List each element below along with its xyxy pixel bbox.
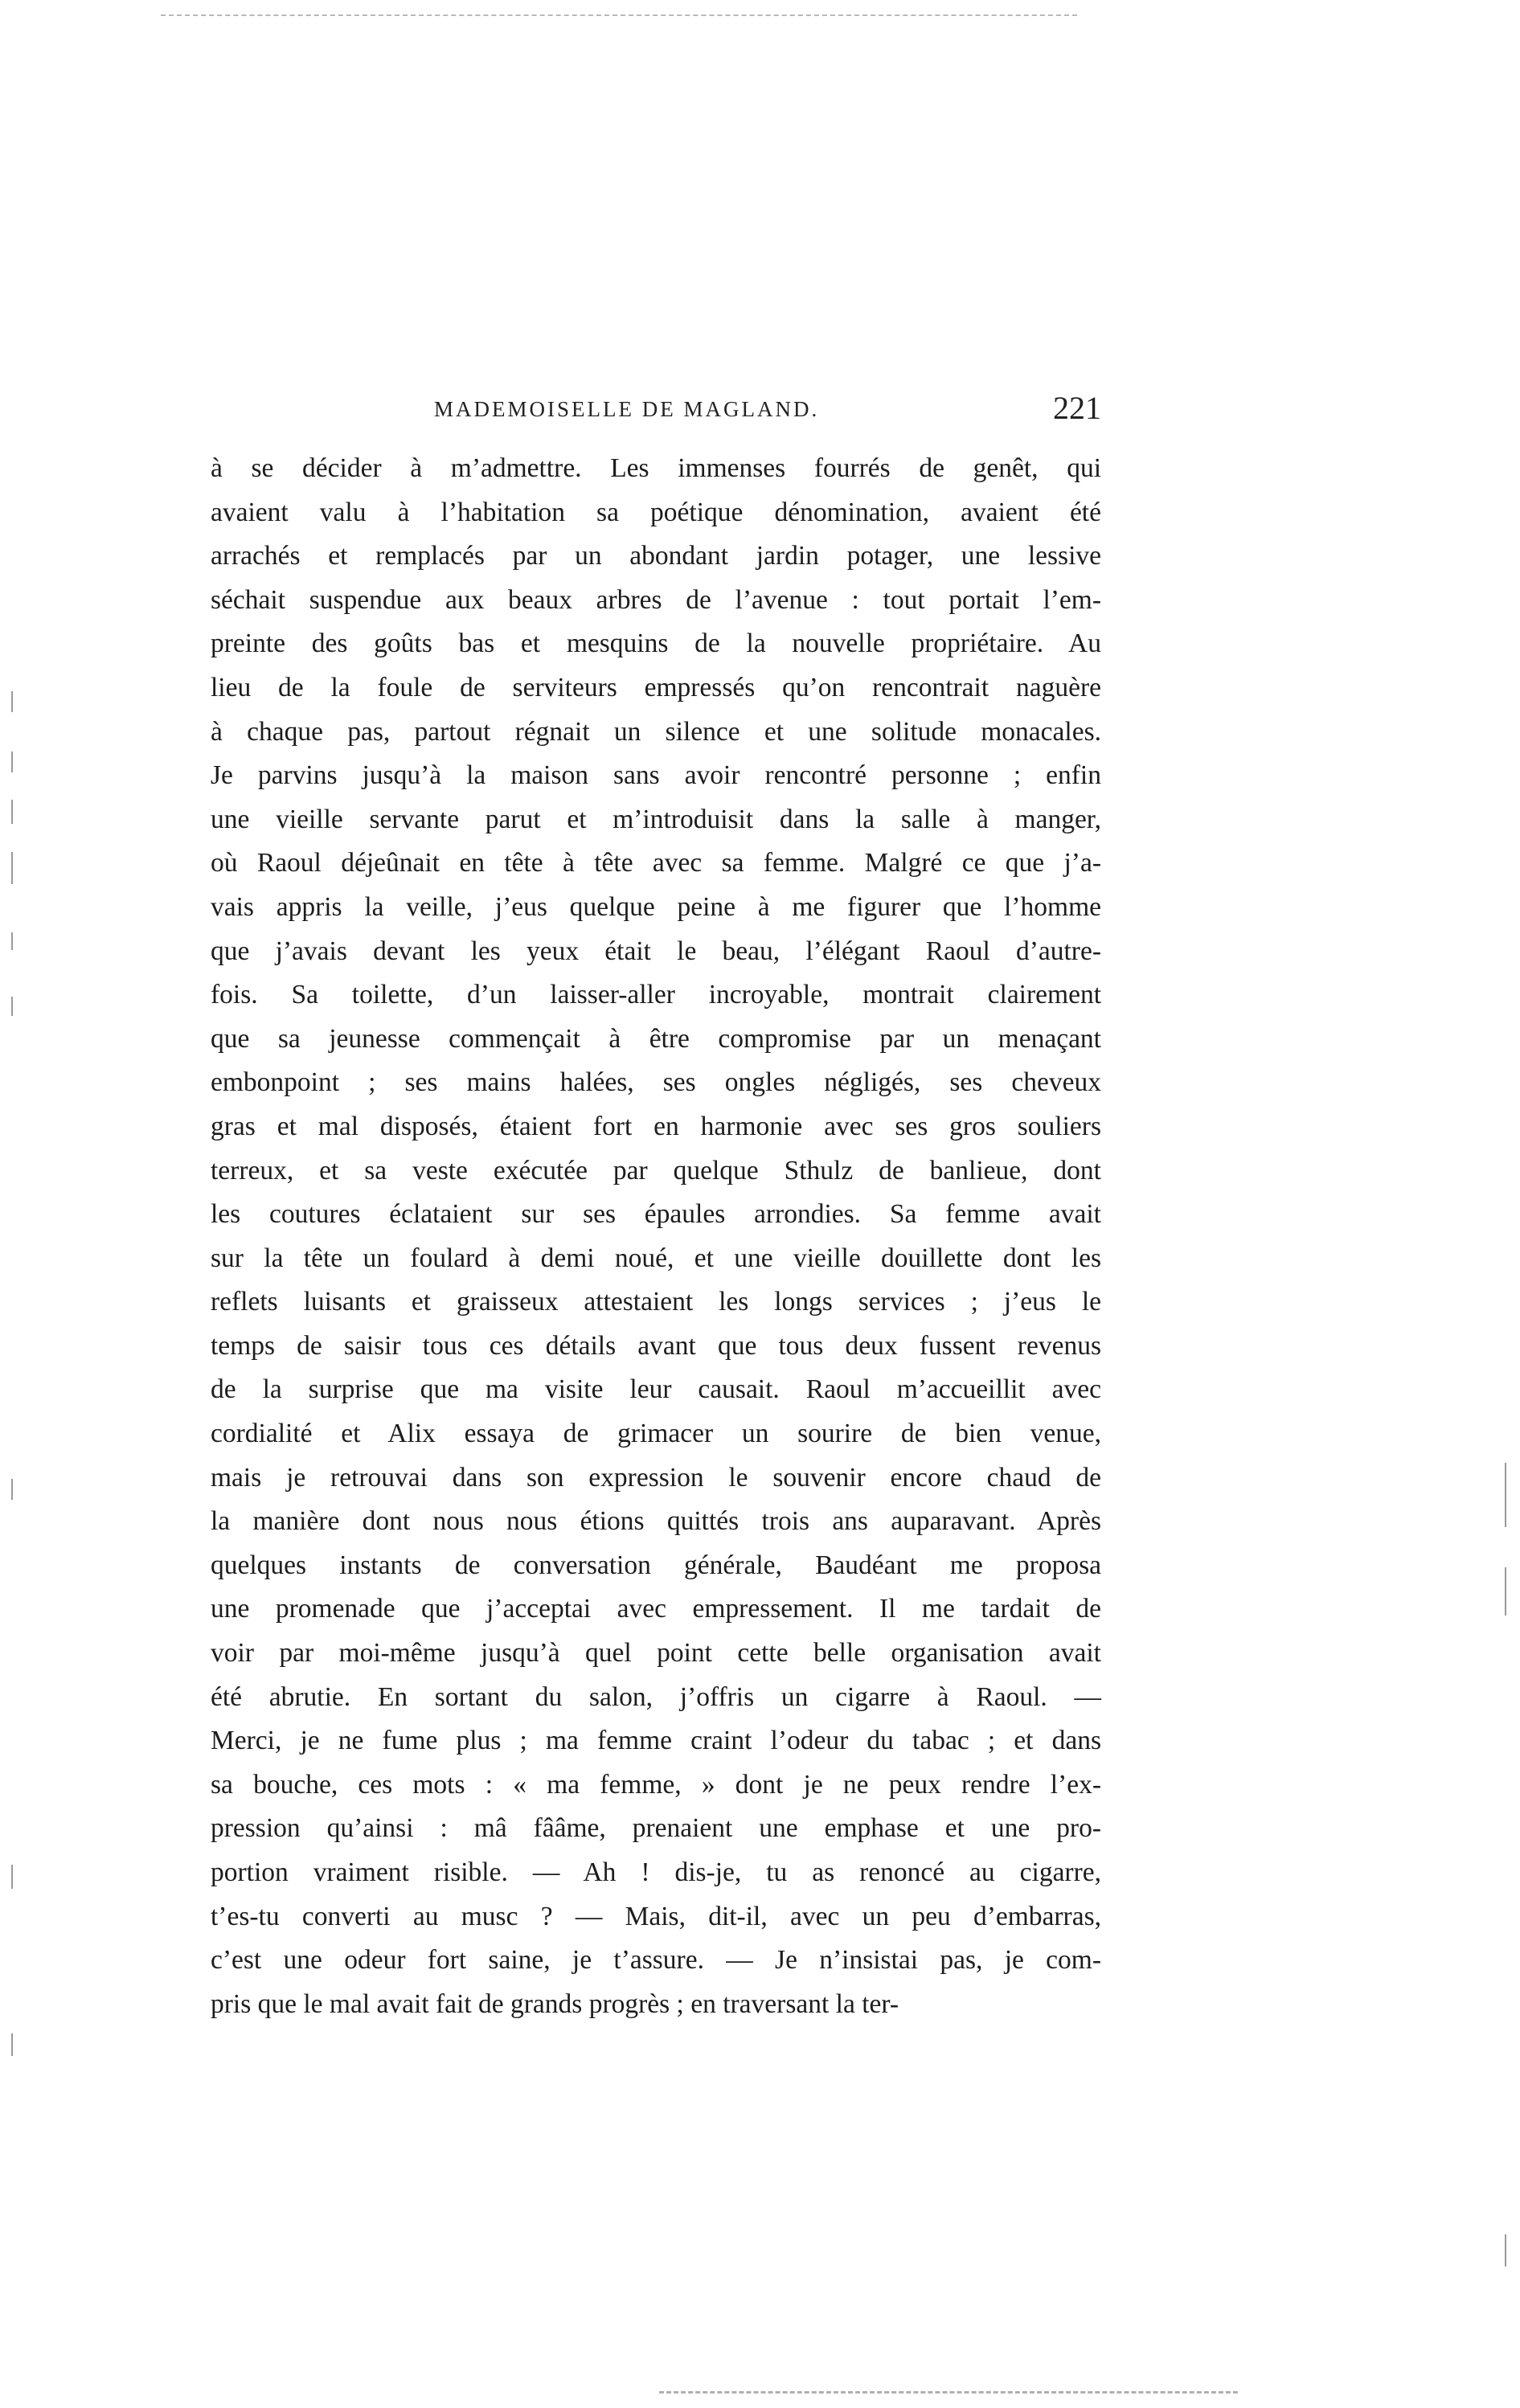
text-line: quelques instants de conversation générale, Baudéant me proposa bbox=[211, 1550, 1101, 1580]
scan-edge-mark bbox=[1505, 1567, 1506, 1616]
scan-edge-top bbox=[161, 14, 1077, 16]
text-line: que j’avais devant les yeux était le beau, l’élégant Raoul d’autre- bbox=[211, 936, 1101, 966]
body-text bbox=[211, 447, 1101, 2026]
text-line: que sa jeunesse commençait à être compromise par un menaçant bbox=[211, 1023, 1101, 1054]
scan-edge-mark bbox=[11, 800, 13, 824]
scan-edge-mark bbox=[11, 751, 13, 772]
scan-edge-mark bbox=[11, 1479, 13, 1500]
scan-edge-mark bbox=[11, 691, 13, 712]
text-line: Merci, je ne fume plus ; ma femme craint l’odeur du tabac ; et dans bbox=[211, 1726, 1101, 1756]
text-line: où Raoul déjeûnait en tête à tête avec sa femme. Malgré ce que j’a- bbox=[211, 848, 1101, 878]
text-line: de la surprise que ma visite leur causait. Raoul m’accueillit avec bbox=[211, 1374, 1101, 1405]
scan-edge-mark bbox=[11, 852, 13, 884]
text-line: une promenade que j’acceptai avec empressement. Il me tardait de bbox=[211, 1594, 1101, 1624]
scan-edge-mark bbox=[1505, 1463, 1506, 1527]
text-line: à chaque pas, partout régnait un silence et une solitude monacales. bbox=[211, 716, 1101, 747]
text-line: lieu de la foule de serviteurs empressés qu’on rencontrait naguère bbox=[211, 672, 1101, 702]
text-line: avaient valu à l’habitation sa poétique dénomination, avaient été bbox=[211, 497, 1101, 527]
text-line: séchait suspendue aux beaux arbres de l’avenue : tout portait l’em- bbox=[211, 584, 1101, 615]
text-line: fois. Sa toilette, d’un laisser-aller incroyable, montrait clairement bbox=[211, 980, 1101, 1010]
text-line: arrachés et remplacés par un abondant jardin potager, une lessive bbox=[211, 541, 1101, 571]
text-line: Je parvins jusqu’à la maison sans avoir rencontré personne ; enfin bbox=[211, 760, 1101, 791]
scan-edge-mark bbox=[11, 1865, 13, 1889]
text-line: la manière dont nous nous étions quittés trois ans auparavant. Après bbox=[211, 1506, 1101, 1537]
text-line: les coutures éclataient sur ses épaules arrondies. Sa femme avait bbox=[211, 1199, 1101, 1230]
text-line: voir par moi-même jusqu’à quel point cette belle organisation avait bbox=[211, 1638, 1101, 1669]
text-line: à se décider à m’admettre. Les immenses fourrés de genêt, qui bbox=[211, 453, 1101, 483]
page-header bbox=[434, 392, 1101, 432]
text-line: vais appris la veille, j’eus quelque peine à me figurer que l’homme bbox=[211, 891, 1101, 922]
scan-edge-mark bbox=[11, 2033, 13, 2056]
text-line: embonpoint ; ses mains halées, ses ongles négligés, ses cheveux bbox=[211, 1067, 1101, 1098]
text-line: reflets luisants et graisseux attestaient les longs services ; j’eus le bbox=[211, 1287, 1101, 1317]
text-line: t’es-tu converti au musc ? — Mais, dit-il, avec un peu d’embarras, bbox=[211, 1901, 1101, 1931]
text-line: preinte des goûts bas et mesquins de la nouvelle propriétaire. Au bbox=[211, 629, 1101, 659]
page-number: 221 bbox=[1053, 390, 1101, 426]
text-line: c’est une odeur fort saine, je t’assure. — Je n’insistai pas, je com- bbox=[211, 1945, 1101, 1976]
text-line: temps de saisir tous ces détails avant que tous deux fussent revenus bbox=[211, 1330, 1101, 1361]
running-title: MADEMOISELLE DE MAGLAND. bbox=[434, 397, 820, 421]
scan-edge-mark bbox=[11, 997, 13, 1016]
text-line: terreux, et sa veste exécutée par quelque Sthulz de banlieue, dont bbox=[211, 1155, 1101, 1186]
text-line: pression qu’ainsi : mâ fââme, prenaient une emphase et une pro- bbox=[211, 1813, 1101, 1844]
text-line: sa bouche, ces mots : « ma femme, » dont je ne peux rendre l’ex- bbox=[211, 1769, 1101, 1800]
text-line: été abrutie. En sortant du salon, j’offris un cigarre à Raoul. — bbox=[211, 1681, 1101, 1712]
text-line: cordialité et Alix essaya de grimacer un sourire de bien venue, bbox=[211, 1419, 1101, 1449]
text-line: mais je retrouvai dans son expression le souvenir encore chaud de bbox=[211, 1462, 1101, 1493]
text-line: pris que le mal avait fait de grands progrès ; en traversant la ter- bbox=[211, 1988, 899, 2019]
text-line: sur la tête un foulard à demi noué, et une vieille douillette dont les bbox=[211, 1243, 1101, 1273]
text-line: gras et mal disposés, étaient fort en harmonie avec ses gros souliers bbox=[211, 1111, 1101, 1141]
text-line: une vieille servante parut et m’introduisit dans la salle à manger, bbox=[211, 804, 1101, 834]
scan-edge-bottom bbox=[659, 2391, 1238, 2394]
scan-edge-mark bbox=[1505, 2234, 1506, 2267]
text-line: portion vraiment risible. — Ah ! dis-je, tu as renoncé au cigarre, bbox=[211, 1857, 1101, 1887]
scan-edge-mark bbox=[11, 932, 13, 950]
